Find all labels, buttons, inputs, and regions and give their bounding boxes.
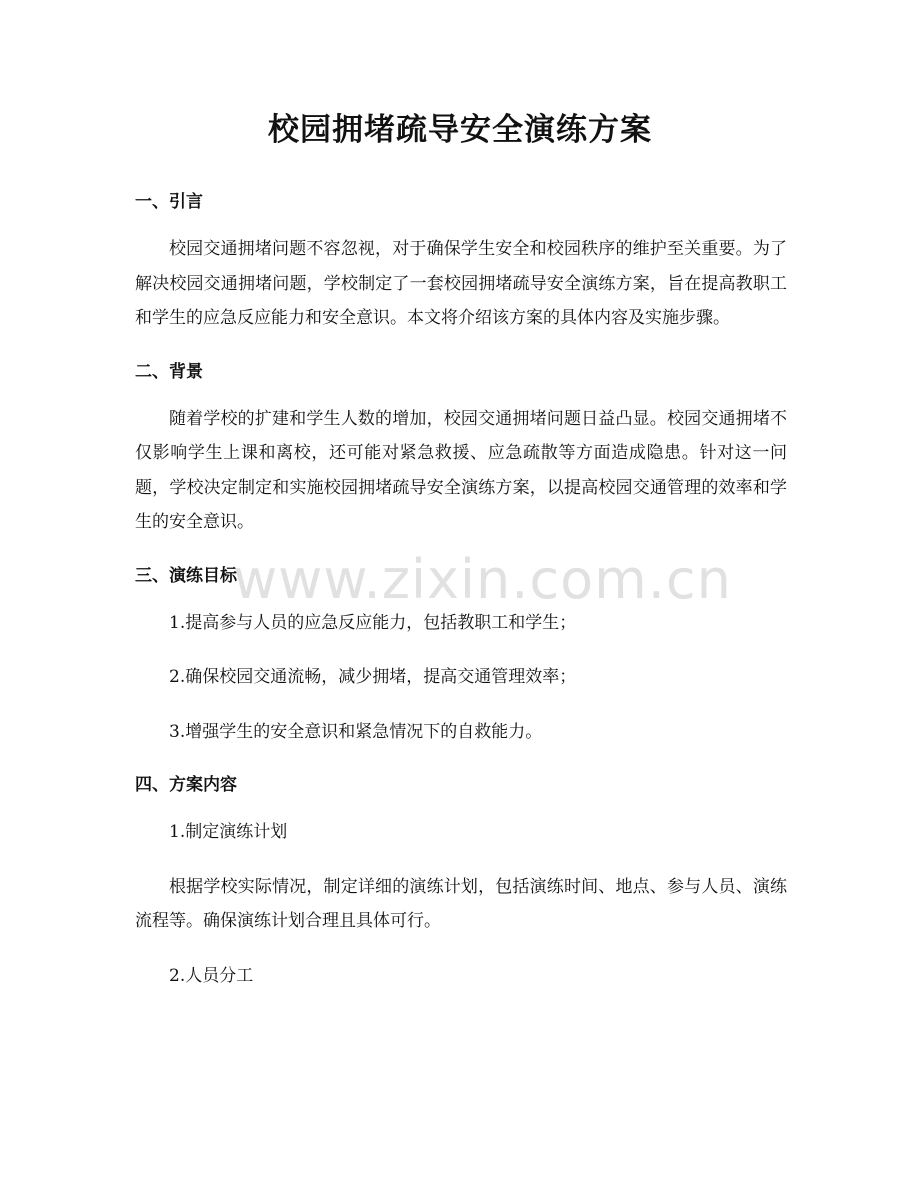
section-heading-goals: 三、演练目标: [135, 565, 237, 586]
goal-item-2: 2.确保校园交通流畅，减少拥堵，提高交通管理效率；: [169, 667, 577, 687]
document-body: [135, 186, 787, 993]
background-paragraph: 随着学校的扩建和学生人数的增加，校园交通拥堵问题日益凸显。校园交通拥堵不仅影响学生上课和离校，还可能对紧急救援、应急疏散等方面造成隐患。针对这一问题，学校决定制定和实施校园拥堵疏导安全演练方案，以提高校园交通管理的效率和学生的安全意识。: [135, 408, 787, 532]
plan-subheading-1: 1.制定演练计划: [169, 822, 288, 842]
section-heading-plan: 四、方案内容: [135, 775, 237, 795]
section-heading-intro: 一、引言: [135, 192, 203, 212]
watermark-text: www.zixin.com.cn: [233, 548, 732, 611]
goal-item-1: 1.提高参与人员的应急反应能力，包括教职工和学生；: [169, 612, 577, 633]
intro-paragraph: 校园交通拥堵问题不容忽视，对于确保学生安全和校园秩序的维护至关重要。为了解决校园交通拥堵问题，学校制定了一套校园拥堵疏导安全演练方案，旨在提高教职工和学生的应急反应能力和安全意识。本文将介绍该方案的具体内容及实施步骤。: [135, 239, 787, 328]
plan-subheading-2: 2.人员分工: [169, 965, 254, 986]
goal-item-3: 3.增强学生的安全意识和紧急情况下的自救能力。: [169, 721, 543, 742]
document-title: 校园拥堵疏导安全演练方案: [268, 112, 652, 148]
section-heading-background: 二、背景: [135, 361, 203, 382]
plan-paragraph-1: 根据学校实际情况，制定详细的演练计划，包括演练时间、地点、参与人员、演练流程等。确保演练计划合理且具体可行。: [135, 876, 787, 931]
